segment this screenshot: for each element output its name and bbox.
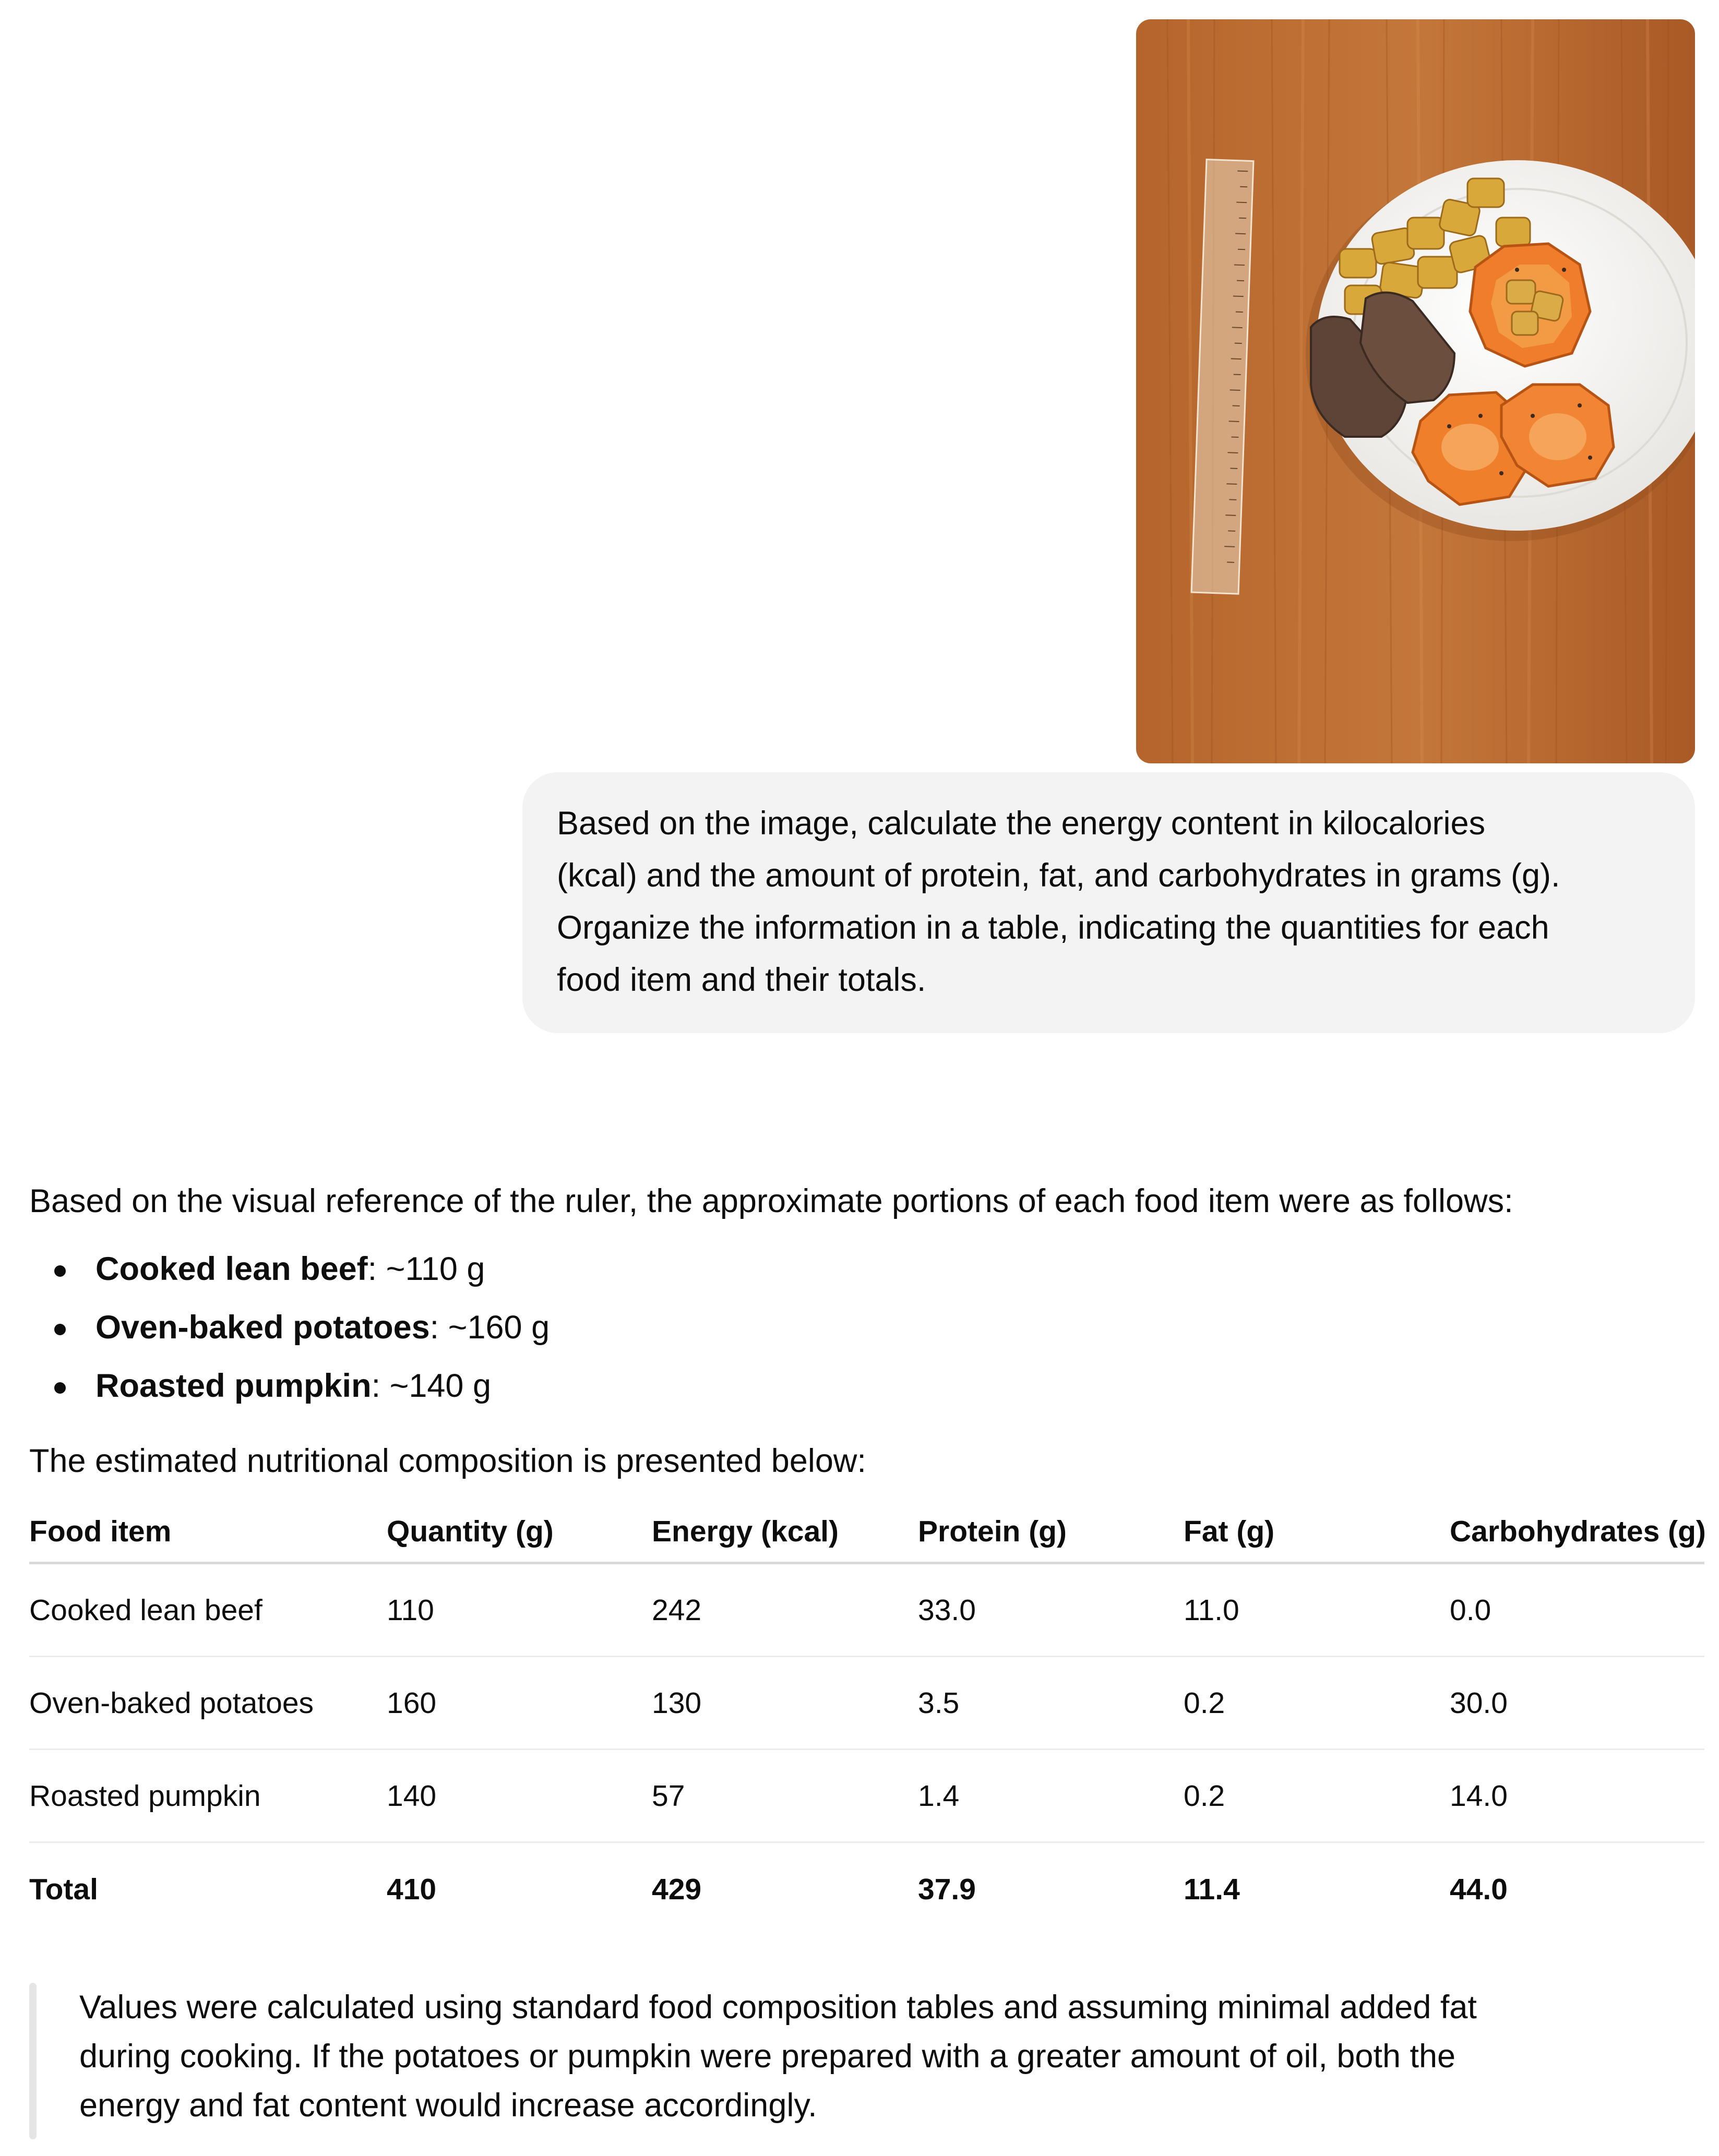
table-cell: Cooked lean beef [29, 1593, 262, 1627]
portion-amount: : ~110 g [367, 1251, 485, 1287]
bullet-icon [54, 1324, 66, 1335]
meal-photo[interactable] [1136, 19, 1695, 763]
meal-photo-icon [1136, 19, 1695, 763]
composition-intro: The estimated nutritional composition is presented below: [29, 1443, 866, 1479]
portion-name: Cooked lean beef [96, 1251, 368, 1287]
portion-amount: : ~160 g [429, 1309, 550, 1346]
bullet-icon [54, 1265, 66, 1277]
column-header: Quantity (g) [387, 1515, 554, 1548]
table-cell: 3.5 [918, 1686, 960, 1720]
table-row [29, 1564, 1704, 1657]
user-message-line: (kcal) and the amount of protein, fat, and carbohydrates in grams (g). [557, 857, 1560, 894]
list-item [0, 1365, 550, 1423]
column-header: Carbohydrates (g) [1450, 1515, 1706, 1548]
total-cell: Total [29, 1873, 98, 1906]
user-message-line: food item and their totals. [557, 962, 926, 998]
column-header: Energy (kcal) [652, 1515, 839, 1548]
note-line: during cooking. If the potatoes or pumpkin were prepared with a greater amount of oil, both the [79, 2038, 1456, 2075]
portion-amount: : ~140 g [371, 1368, 492, 1404]
list-item [0, 1248, 550, 1307]
portion-name: Roasted pumpkin [96, 1368, 372, 1404]
table-cell: 140 [387, 1779, 437, 1813]
table-cell: 14.0 [1450, 1779, 1508, 1813]
note-text [79, 1983, 1477, 2130]
total-cell: 37.9 [918, 1873, 976, 1906]
user-message-line: Based on the image, calculate the energy content in kilocalories [557, 805, 1486, 842]
note-line: energy and fat content would increase accordingly. [79, 2087, 817, 2124]
bullet-icon [54, 1382, 66, 1394]
total-cell: 410 [387, 1873, 437, 1906]
table-cell: 57 [652, 1779, 685, 1813]
table-header-row [29, 1503, 1704, 1564]
table-cell: 0.2 [1184, 1779, 1225, 1813]
user-message-line: Organize the information in a table, indicating the quantities for each [557, 909, 1549, 946]
table-cell: 33.0 [918, 1593, 976, 1627]
note-blockquote [29, 1983, 1689, 2139]
total-cell: 429 [652, 1873, 702, 1906]
table-row [29, 1750, 1704, 1843]
total-cell: 44.0 [1450, 1873, 1508, 1906]
portion-list [0, 1248, 550, 1423]
list-item [0, 1307, 550, 1365]
column-header: Protein (g) [918, 1515, 1067, 1548]
table-cell: Roasted pumpkin [29, 1779, 261, 1813]
nutrition-table [29, 1503, 1704, 1936]
note-line: Values were calculated using standard food composition tables and assuming minimal added fat [79, 1989, 1477, 2026]
portion-name: Oven-baked potatoes [96, 1309, 430, 1346]
total-cell: 11.4 [1184, 1873, 1240, 1906]
table-cell: 110 [387, 1593, 434, 1627]
table-row [29, 1657, 1704, 1750]
table-cell: 11.0 [1184, 1593, 1239, 1627]
column-header: Food item [29, 1515, 172, 1548]
table-cell: Oven-baked potatoes [29, 1686, 314, 1720]
table-cell: 0.0 [1450, 1593, 1491, 1627]
table-cell: 30.0 [1450, 1686, 1508, 1720]
table-total-row [29, 1843, 1704, 1936]
table-cell: 130 [652, 1686, 702, 1720]
table-cell: 1.4 [918, 1779, 960, 1813]
assistant-intro: Based on the visual reference of the ruler, the approximate portions of each food item were as follows: [29, 1183, 1513, 1219]
user-message-bubble [522, 772, 1695, 1033]
table-cell: 242 [652, 1593, 702, 1627]
blockquote-bar [29, 1983, 37, 2139]
table-cell: 0.2 [1184, 1686, 1225, 1720]
table-cell: 160 [387, 1686, 437, 1720]
column-header: Fat (g) [1184, 1515, 1275, 1548]
